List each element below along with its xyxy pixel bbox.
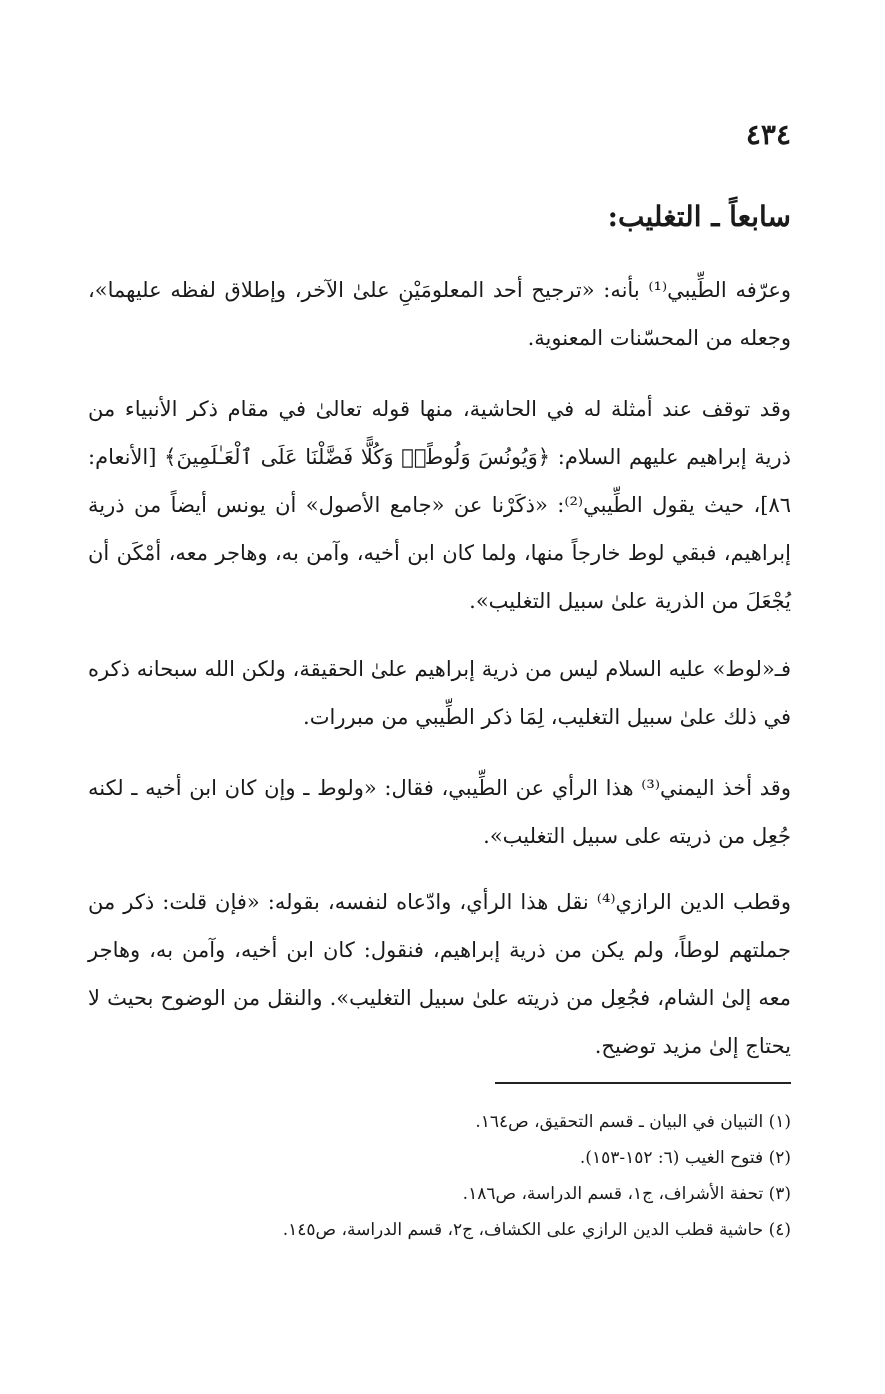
footnote-divider [495, 1082, 791, 1084]
footnote-item: (٢) فتوح الغيب (٦: ١٥٢-١٥٣). [579, 1148, 791, 1168]
paragraph-yamani: وقد أخذ اليمني⁽³⁾ هذا الرأي عن الطِّيبي، فقال: «ولوط ـ وإن كان ابن أخيه ـ لكنه جُعِل من ذريته على سبيل التغليب». [88, 776, 791, 848]
paragraph-razi: وقطب الدين الرازي⁽⁴⁾ نقل هذا الرأي، وادّعاه لنفسه، بقوله: «فإن قلت: ذكر من جملتهم لوطاً، ولم يكن من ذرية إبراهيم، فنقول: كان ابن أخيه، وآمن به، وهاجر معه إلىٰ الشام، فجُعِل من ذريته علىٰ سبيل التغليب». والنقل من الوضوح بحيث لا يحتاج إلىٰ مزيد توضيح. [88, 890, 791, 1058]
footnote-item: (٤) حاشية قطب الدين الرازي على الكشاف، ج٢، قسم الدراسة، ص١٤٥. [282, 1220, 791, 1240]
footnotes-list [88, 1104, 791, 1248]
footnote-item: (٣) تحفة الأشراف، ج١، قسم الدراسة، ص١٨٦. [462, 1184, 791, 1204]
page-number: ٤٣٤ [745, 118, 791, 151]
paragraph-example: وقد توقف عند أمثلة له في الحاشية، منها قوله تعالىٰ في مقام ذكر الأنبياء من ذرية إبراهيم عليهم السلام: ﴿وَيُونُسَ وَلُوطًاۚ وَكُلًّا فَضَّلْنَا عَلَى ٱلْعَـٰلَمِينَ﴾ [الأنعام: ٨٦]، حيث يقول الطِّيبي⁽²⁾: «ذكَرْنا عن «جامع الأصول» أن يونس أيضاً من ذرية إبراهيم، فبقي لوط خارجاً منها، ولما كان ابن أخيه، وآمن به، وهاجر معه، أمْكَن أن يُجْعَلَ من الذرية علىٰ سبيل التغليب». [88, 397, 791, 613]
section-title: سابعاً ـ التغليب: [607, 200, 791, 233]
paragraph-lot: فـ«لوط» عليه السلام ليس من ذرية إبراهيم علىٰ الحقيقة، ولكن الله سبحانه ذكره في ذلك علىٰ سبيل التغليب، لِمَا ذكر الطِّيبي من مبررات. [88, 657, 791, 729]
paragraph-definition: وعرّفه الطِّيبي⁽¹⁾ بأنه: «ترجيح أحد المعلومَيْنِ علىٰ الآخر، وإطلاق لفظه عليهما»، وجعله من المحسّنات المعنوية. [88, 278, 791, 350]
footnote-item: (١) التبيان في البيان ـ قسم التحقيق، ص١٦٤. [475, 1112, 791, 1132]
